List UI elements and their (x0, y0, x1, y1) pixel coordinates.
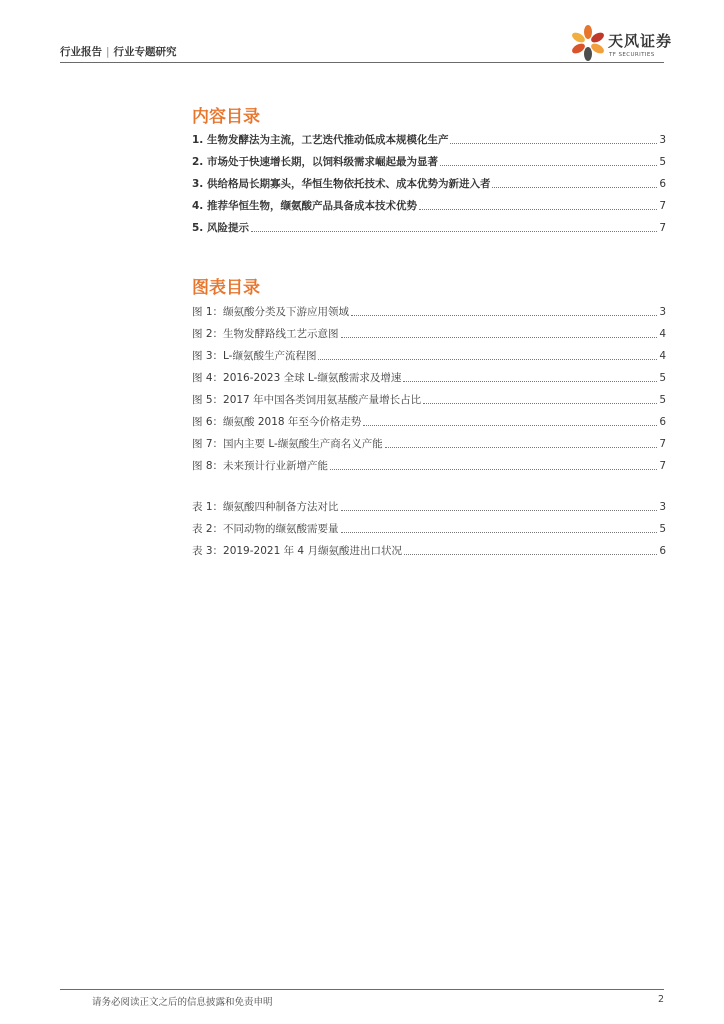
figure-entry[interactable] (192, 451, 666, 473)
toc-entry-text: 4. 推荐华恒生物，缬氨酸产品具备成本技术优势 (192, 200, 417, 212)
toc-entry-text: 5. 风险提示 (192, 222, 249, 234)
contents-list (192, 125, 666, 235)
table-entry-page: 6 (659, 545, 666, 557)
dot-leader (404, 553, 657, 555)
toc-entry[interactable] (192, 213, 666, 235)
toc-entry[interactable] (192, 147, 666, 169)
figure-entry-text: 图 5：2017 年中国各类饲用氨基酸产量增长占比 (192, 394, 422, 406)
footer-disclaimer: 请务必阅读正文之后的信息披露和免责申明 (92, 997, 273, 1008)
report-type: 行业专题研究 (113, 46, 177, 58)
dot-leader (450, 142, 657, 144)
figures-list (192, 297, 666, 473)
figure-entry-page: 7 (659, 460, 666, 472)
figure-entry-text: 图 4：2016-2023 全球 L-缬氨酸需求及增速 (192, 372, 402, 384)
figure-entry-page: 3 (659, 306, 666, 318)
figure-entry[interactable] (192, 429, 666, 451)
dot-leader (251, 230, 657, 232)
toc-entry-page: 5 (659, 156, 666, 168)
figure-entry[interactable] (192, 297, 666, 319)
dot-leader (440, 164, 657, 166)
toc-entry-page: 6 (659, 178, 666, 190)
header-divider (60, 62, 664, 63)
contents-title: 内容目录 (192, 107, 260, 127)
dot-leader (341, 336, 658, 338)
flower-logo-icon (568, 22, 608, 62)
figure-entry-page: 6 (659, 416, 666, 428)
footer-divider (60, 989, 664, 990)
figure-entry[interactable] (192, 341, 666, 363)
dot-leader (492, 186, 657, 188)
table-entry[interactable] (192, 536, 666, 558)
toc-entry-text: 3. 供给格局长期寡头，华恒生物依托技术、成本优势为新进入者 (192, 178, 491, 190)
toc-entry[interactable] (192, 191, 666, 213)
dot-leader (363, 424, 657, 426)
table-entry-text: 表 3：2019-2021 年 4 月缬氨酸进出口状况 (192, 545, 402, 557)
report-header (60, 44, 177, 59)
table-entry-page: 5 (659, 523, 666, 535)
dot-leader (318, 358, 657, 360)
figure-entry-text: 图 8：未来预计行业新增产能 (192, 460, 329, 472)
figure-entry-page: 5 (659, 372, 666, 384)
figures-title: 图表目录 (192, 278, 260, 298)
figure-entry-page: 4 (659, 328, 666, 340)
toc-entry-text: 1. 生物发酵法为主流，工艺迭代推动低成本规模化生产 (192, 134, 449, 146)
table-entry[interactable] (192, 514, 666, 536)
brand-name-cn: 天风证券 (608, 32, 673, 50)
figure-entry-text: 图 6：缬氨酸 2018 年至今价格走势 (192, 416, 362, 428)
figure-entry-text: 图 3：L-缬氨酸生产流程图 (192, 350, 317, 362)
tables-list (192, 492, 666, 558)
toc-entry-page: 7 (659, 200, 666, 212)
header-separator: | (106, 46, 110, 58)
figure-entry-text: 图 1：缬氨酸分类及下游应用领域 (192, 306, 350, 318)
table-entry-text: 表 2：不同动物的缬氨酸需要量 (192, 523, 339, 535)
figure-entry-page: 7 (659, 438, 666, 450)
figure-entry-page: 4 (659, 350, 666, 362)
brand-logo (568, 22, 678, 62)
toc-entry-page: 7 (659, 222, 666, 234)
dot-leader (403, 380, 657, 382)
brand-name-en: TF SECURITIES (609, 52, 655, 58)
report-category: 行业报告 (60, 46, 102, 58)
figure-entry[interactable] (192, 385, 666, 407)
dot-leader (385, 446, 658, 448)
figure-entry[interactable] (192, 319, 666, 341)
toc-entry[interactable] (192, 169, 666, 191)
dot-leader (423, 402, 657, 404)
dot-leader (419, 208, 657, 210)
figure-entry[interactable] (192, 407, 666, 429)
toc-entry-page: 3 (659, 134, 666, 146)
figure-entry[interactable] (192, 363, 666, 385)
page-number: 2 (657, 994, 664, 1005)
toc-entry-text: 2. 市场处于快速增长期，以饲料级需求崛起最为显著 (192, 156, 438, 168)
dot-leader (351, 314, 657, 316)
figure-entry-page: 5 (659, 394, 666, 406)
dot-leader (341, 531, 658, 533)
table-entry-text: 表 1：缬氨酸四种制备方法对比 (192, 501, 339, 513)
figure-entry-text: 图 2：生物发酵路线工艺示意图 (192, 328, 339, 340)
table-entry-page: 3 (659, 501, 666, 513)
dot-leader (341, 509, 658, 511)
dot-leader (330, 468, 657, 470)
table-entry[interactable] (192, 492, 666, 514)
figure-entry-text: 图 7：国内主要 L-缬氨酸生产商名义产能 (192, 438, 383, 450)
toc-entry[interactable] (192, 125, 666, 147)
